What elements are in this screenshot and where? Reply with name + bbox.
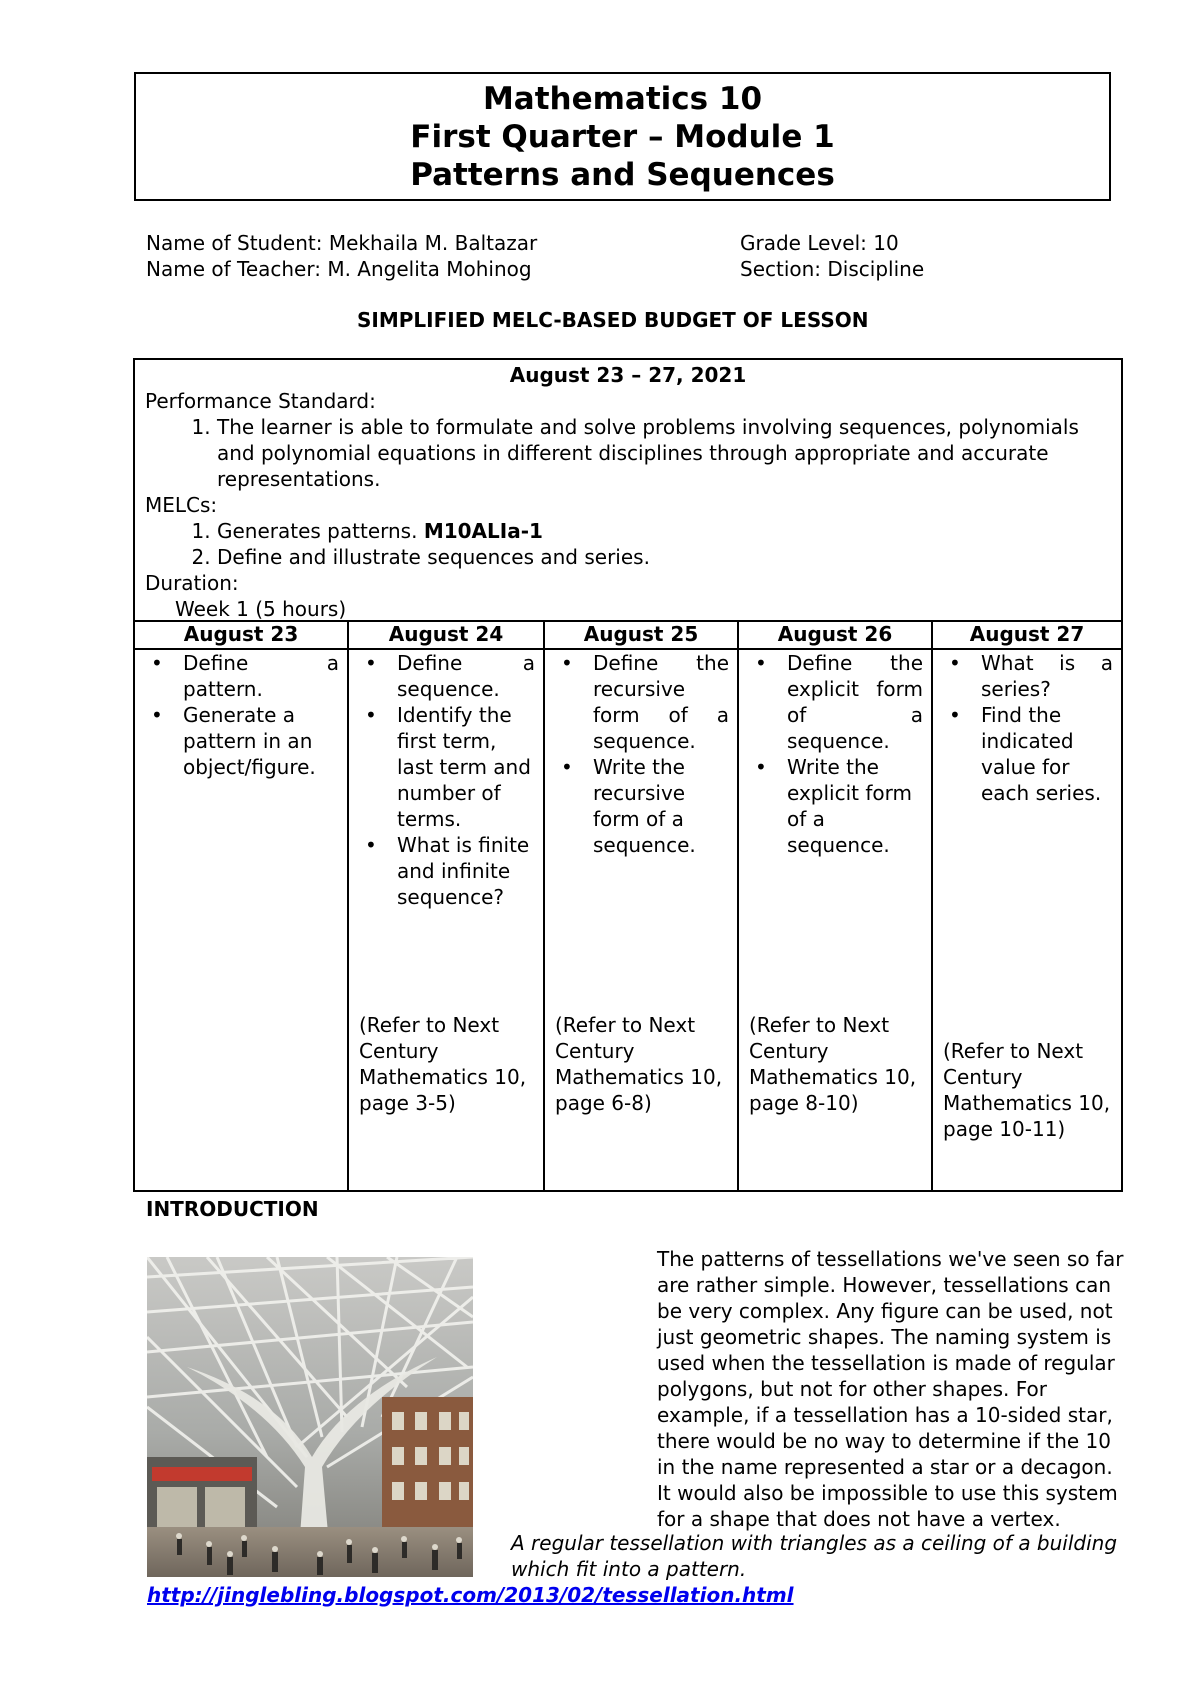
reference-note: (Refer to Next Century Mathematics 10, page 6-8) bbox=[555, 1013, 723, 1115]
quarter-module-title: First Quarter – Module 1 bbox=[410, 118, 835, 155]
introduction-heading: INTRODUCTION bbox=[146, 1197, 319, 1221]
daily-plan-row bbox=[135, 622, 1121, 1190]
day-column bbox=[135, 622, 349, 1190]
activity-list bbox=[553, 650, 729, 858]
budget-heading: SIMPLIFIED MELC-BASED BUDGET OF LESSON bbox=[357, 308, 869, 332]
grade-level: Grade Level: 10 bbox=[740, 231, 899, 255]
melc-code: M10ALIa-1 bbox=[423, 519, 543, 543]
day-date: August 27 bbox=[933, 622, 1121, 650]
subject-title: Mathematics 10 bbox=[482, 80, 763, 117]
reference-note: (Refer to Next Century Mathematics 10, page 10-11) bbox=[943, 1039, 1111, 1141]
activity-list bbox=[941, 650, 1113, 806]
section: Section: Discipline bbox=[740, 257, 925, 281]
day-date: August 26 bbox=[739, 622, 931, 650]
date-range: August 23 – 27, 2021 bbox=[509, 363, 747, 387]
lesson-overview bbox=[135, 360, 1121, 622]
activity-item: • Generate a pattern in an object/figure. bbox=[183, 702, 339, 780]
student-name: Name of Student: Mekhaila M. Baltazar bbox=[146, 231, 538, 255]
teacher-name: Name of Teacher: M. Angelita Mohinog bbox=[146, 257, 532, 281]
day-column bbox=[739, 622, 933, 1190]
tessellation-ceiling-photo bbox=[147, 1257, 473, 1577]
activity-item: • What is finite and infinite sequence? bbox=[397, 832, 535, 910]
melc-item bbox=[217, 518, 1111, 544]
activity-item: • Define a pattern. bbox=[183, 650, 339, 702]
day-column bbox=[933, 622, 1121, 1190]
activity-item: • Write the explicit form of a sequence. bbox=[787, 754, 923, 858]
activity-item: • Identify the first term, last term and number of terms. bbox=[397, 702, 535, 832]
day-date: August 23 bbox=[135, 622, 347, 650]
activity-list bbox=[747, 650, 923, 858]
performance-standard-list bbox=[145, 414, 1111, 492]
tessellation-ceiling-illustration bbox=[147, 1257, 473, 1577]
introduction-text: The patterns of tessellations we've seen so far are rather simple. However, tessellations can be very complex. Any figure can be used, not just geometric shapes. The naming system is used when the tessellation is made of regular polygons, but not for other shapes. For example, if a tessellation has a 10-sided star, there would be no way to determine if the 10 in the name represented a star or a decagon. It would also be impossible to use this system for a shape that does not have a vertex. bbox=[657, 1247, 1124, 1531]
duration-label: Duration: bbox=[145, 571, 239, 595]
photo-caption: A regular tessellation with triangles as a ceiling of a building which fit into a pattern. bbox=[511, 1531, 1118, 1581]
day-activities bbox=[545, 650, 737, 1190]
activity-item: • Define a sequence. bbox=[397, 650, 535, 702]
activity-list bbox=[357, 650, 535, 910]
day-column bbox=[349, 622, 545, 1190]
module-title-box bbox=[134, 72, 1111, 201]
topic-title: Patterns and Sequences bbox=[410, 156, 835, 193]
activity-item: • Write the recursive form of a sequence. bbox=[593, 754, 729, 858]
day-activities bbox=[739, 650, 931, 1190]
introduction-paragraph bbox=[511, 1246, 1131, 1532]
day-activities bbox=[933, 650, 1121, 1190]
melcs-list bbox=[145, 518, 1111, 570]
melc-text: Generates patterns. bbox=[217, 519, 424, 543]
reference-note: (Refer to Next Century Mathematics 10, page 3-5) bbox=[359, 1013, 527, 1115]
day-column bbox=[545, 622, 739, 1190]
activity-item: • Find the indicated value for each series. bbox=[981, 702, 1113, 806]
melc-item: 2. Define and illustrate sequences and series. bbox=[217, 544, 1111, 570]
performance-standard-item: 1. The learner is able to formulate and solve problems involving sequences, polynomials and polynomial equations in different disciplines through appropriate and accurate representations. bbox=[217, 414, 1111, 492]
day-date: August 25 bbox=[545, 622, 737, 650]
budget-table bbox=[133, 358, 1123, 1192]
performance-standard-label: Performance Standard: bbox=[145, 389, 376, 413]
day-activities bbox=[349, 650, 543, 1190]
reference-note: (Refer to Next Century Mathematics 10, page 8-10) bbox=[749, 1013, 917, 1115]
activity-item: • Define the explicit form of a sequence. bbox=[787, 650, 923, 754]
day-activities bbox=[135, 650, 347, 1190]
day-date: August 24 bbox=[349, 622, 543, 650]
duration-value: Week 1 (5 hours) bbox=[175, 597, 347, 621]
source-link[interactable]: http://jinglebling.blogspot.com/2013/02/tessellation.html bbox=[147, 1583, 794, 1607]
melcs-label: MELCs: bbox=[145, 493, 218, 517]
activity-list bbox=[143, 650, 339, 780]
activity-item: • What is a series? bbox=[981, 650, 1113, 702]
activity-item: • Define the recursive form of a sequence. bbox=[593, 650, 729, 754]
